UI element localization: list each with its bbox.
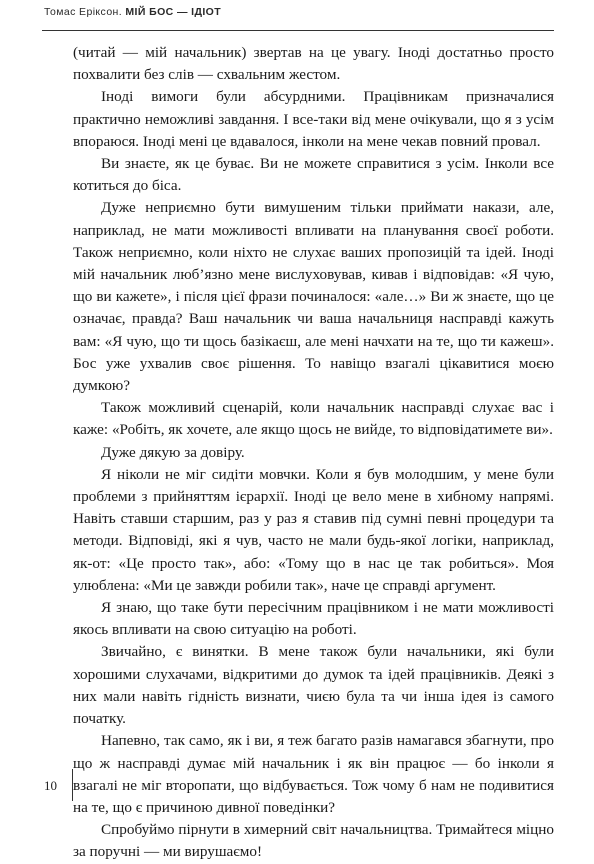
paragraph-9: Звичайно, є винятки. В мене також були начальники, які були хорошими слухачами, відкритими до думок та ідей працівників. Деякі з них мали навіть гідність визнати, чиєю була та чи інша ідея із самого початку. <box>73 643 554 728</box>
paragraph-4: Дуже неприємно бути вимушеним тільки приймати накази, але, наприклад, не мати можливості впливати на планування своєї роботи. Також неприємно, коли ніхто не слухає ваших пропозицій та ідей. Іноді мій начальник люб’язно мене вислуховував, кивав і відповідав: «Я чую, що ви кажете», і після цієї фрази починалося: «але…» Ви ж знаєте, що це означає, правда? Ваш начальник чи ваша начальниця насправді кажуть вам: «Я чую, що ти щось базікаєш, але мені начхати на те, що ти кажеш». Бос уже ухвалив своє рішення. То навіщо взагалі цікавитися моєю думкою? <box>73 199 554 395</box>
page-number: 10 <box>44 778 57 793</box>
paragraph-2: Іноді вимоги були абсурдними. Працівникам призначалися практично неможливі завдання. І все-таки від мене очікували, що я з усім впораюся. Іноді мені це вдавалося, інколи на мене чекав повний провал. <box>73 88 554 150</box>
paragraph-1: (читай — мій начальник) звертав на це увагу. Іноді достатньо просто похвалити без слів — схвальним жестом. <box>73 44 554 84</box>
paragraph-5: Також можливий сценарій, коли начальник насправді слухає вас і каже: «Робіть, як хочете, але якщо щось не вийде, то відповідатимете ви». <box>73 399 554 439</box>
page-body <box>73 42 554 864</box>
paragraph-11: Спробуймо пірнути в химерний світ начальництва. Тримайтеся міцно за поручні — ми вирушаємо! <box>73 821 554 861</box>
running-header <box>44 6 554 18</box>
paragraph-3: Ви знаєте, як це буває. Ви не можете справитися з усім. Інколи все котиться до біса. <box>73 155 554 195</box>
paragraph-7: Я ніколи не міг сидіти мовчки. Коли я був молодшим, у мене були проблеми з прийняттям ієрархії. Іноді це вело мене в хибному напрямі. Навіть ставши старшим, раз у раз я ставив під сумні певні процедури та методи. Відповіді, які я чув, часто не мали будь-якої логіки, наприклад, як-от: «Це просто так», або: «Тому що в нас це так робиться». Моя улюблена: «Ми це завжди робили так», наче це справді аргумент. <box>73 465 554 594</box>
footer-divider <box>72 769 73 801</box>
paragraph-8: Я знаю, що таке бути пересічним працівником і не мати можливості якось впливати на свою ситуацію на роботі. <box>73 599 554 639</box>
header-book-title: МІЙ БОС — ІДІОТ <box>125 6 222 18</box>
paragraph-6: Дуже дякую за довіру. <box>101 443 245 461</box>
paragraph-10: Напевно, так само, як і ви, я теж багато разів намагався збагнути, про що ж насправді думає мій начальник і як він працює — бо інколи я взагалі не міг второпати, що відбувається. Тож чому б нам не подивитися на те, що є причиною дивної поведінки? <box>73 732 554 816</box>
header-divider <box>42 30 554 31</box>
header-author: Томас Еріксон. <box>44 6 123 18</box>
